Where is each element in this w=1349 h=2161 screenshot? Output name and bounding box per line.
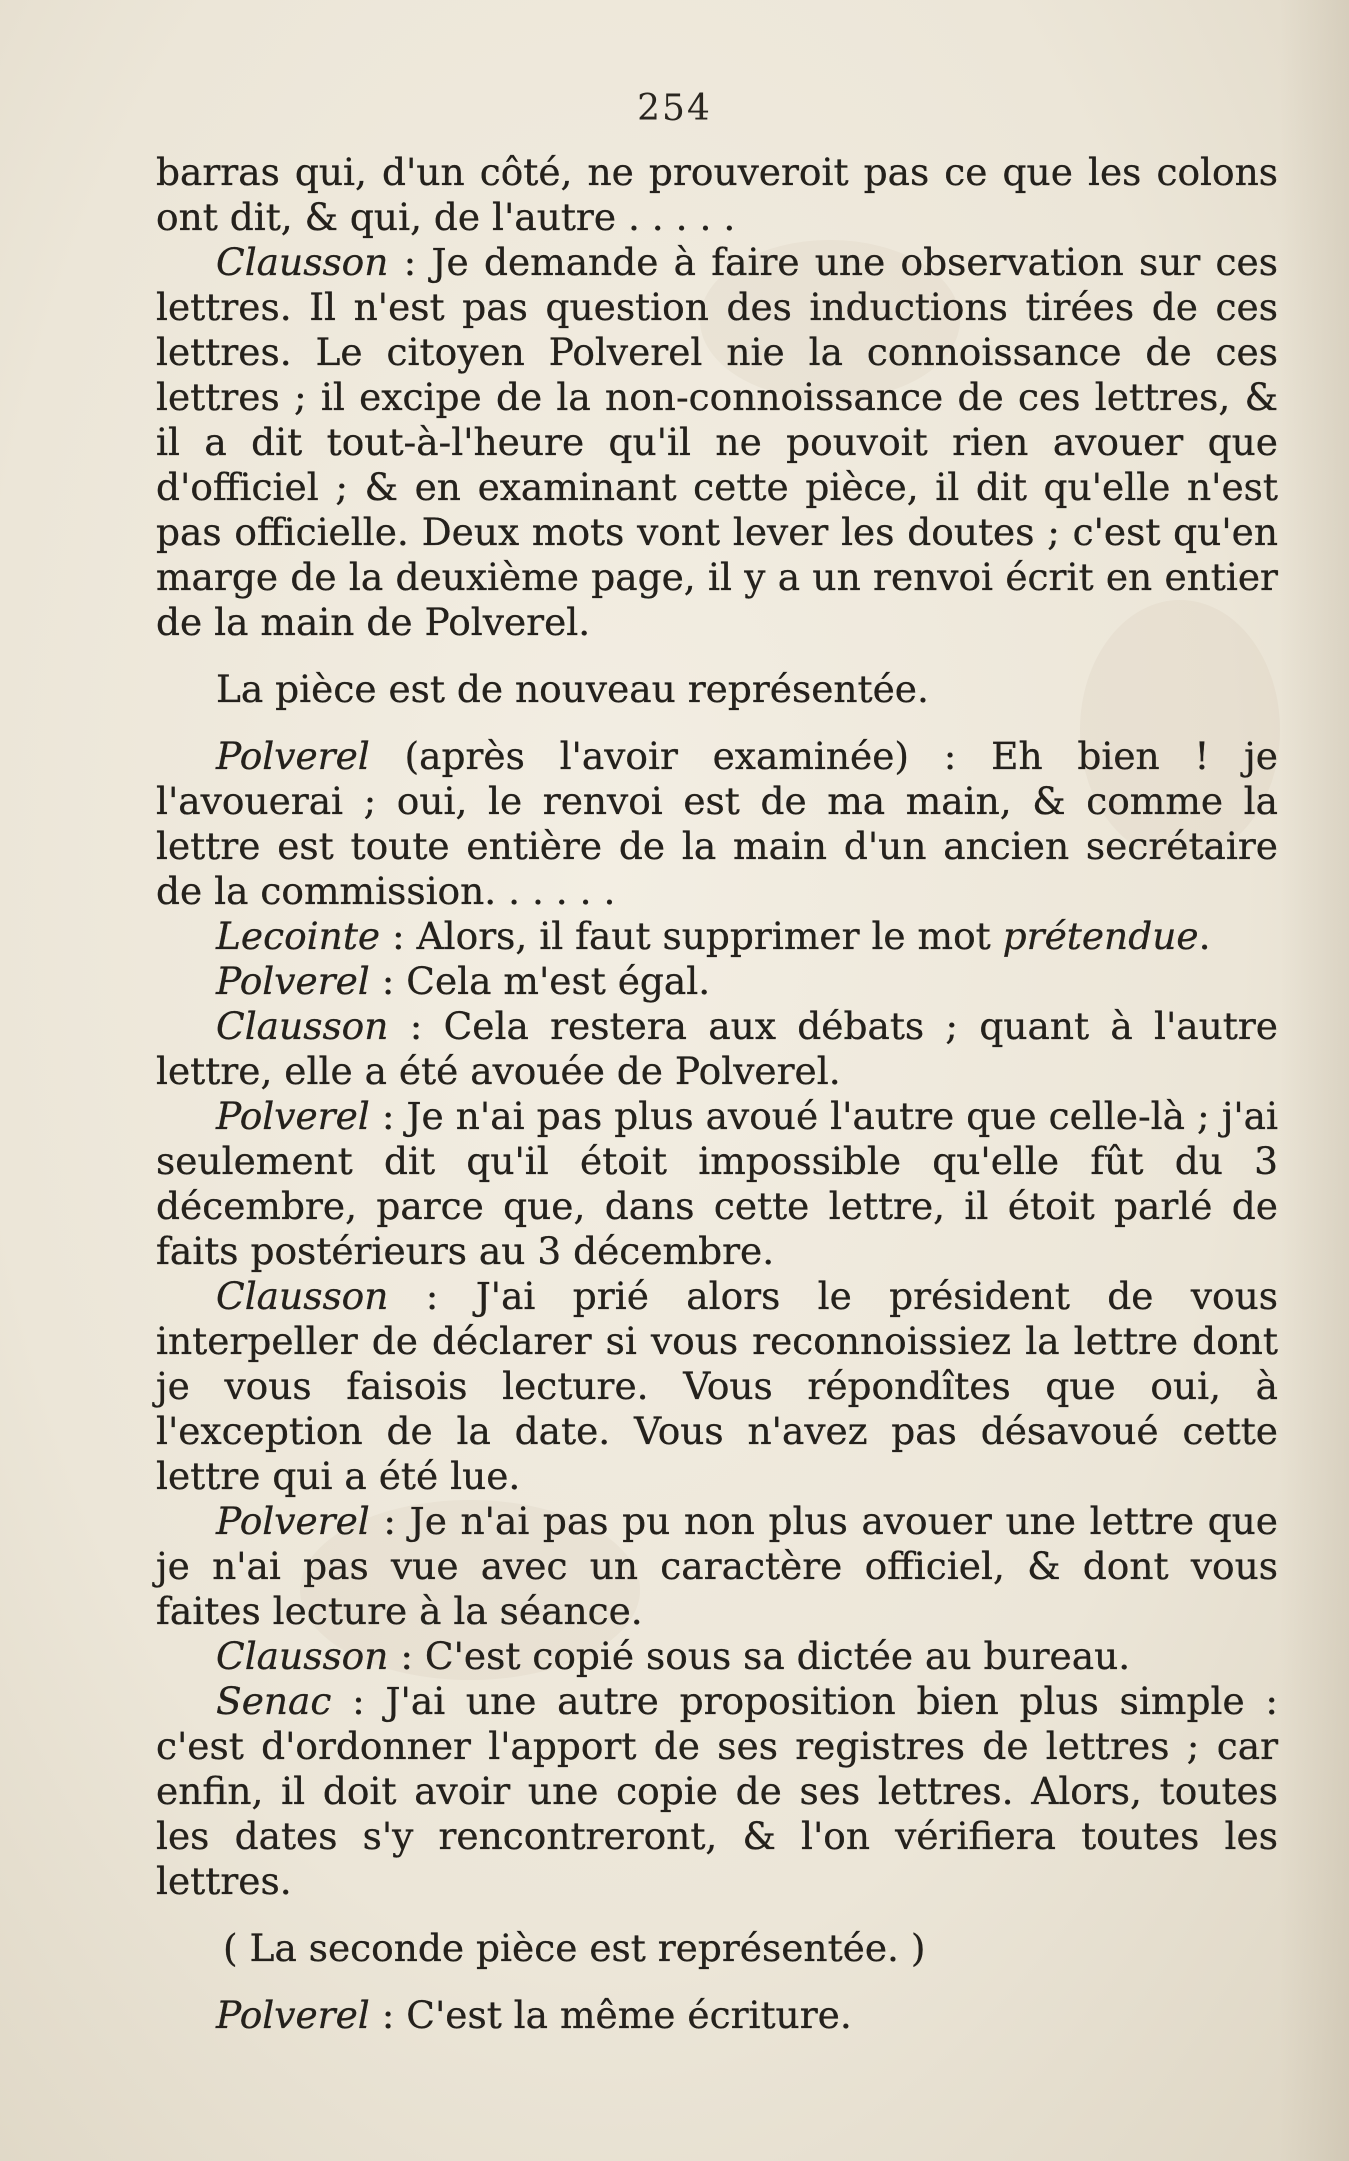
speaker-name: Polverel	[216, 734, 370, 778]
paragraph-text: : Je n'ai pas pu non plus avouer une lettre que je n'ai pas vue avec un caractère officiel, & dont vous faites lecture à la séance.	[156, 1499, 1278, 1633]
paragraph-text: : J'ai une autre proposition bien plus simple : c'est d'ordonner l'apport de ses registres de lettres ; car enfin, il doit avoir une copie de ses lettres. Alors, toutes les dates s'y rencontreront, & l'on vérifiera toutes les lettres.	[156, 1679, 1278, 1903]
page-number: 254	[637, 88, 712, 129]
speaker-name: Polverel	[216, 1094, 370, 1138]
paragraph	[156, 1004, 1278, 1094]
page-text	[156, 150, 1278, 2038]
paragraph-text: : Alors, il faut supprimer le mot	[380, 914, 1003, 958]
paragraph	[156, 1634, 1278, 1679]
paragraph-text: (après l'avoir examinée) : Eh bien ! je l'avouerai ; oui, le renvoi est de ma main, & comme la lettre est toute entière de la main d'un ancien secrétaire de la commission. . . . . .	[156, 734, 1278, 913]
paragraph	[156, 1679, 1278, 1904]
emphasized-word: prétendue	[1002, 914, 1199, 958]
paragraph	[156, 1094, 1278, 1274]
page-shadow	[1279, 0, 1349, 2161]
paragraph-text: : Je demande à faire une observation sur ces lettres. Il n'est pas question des inductions tirées de ces lettres. Le citoyen Polverel nie la connoissance de ces lettres ; il excipe de la non-connoissance de ces lettres, & il a dit tout-à-l'heure qu'il ne pouvoit rien avouer que d'officiel ; & en examinant cette pièce, il dit qu'elle n'est pas officielle. Deux mots vont lever les doutes ; c'est qu'en marge de la deuxième page, il y a un renvoi écrit en entier de la main de Polverel.	[156, 240, 1278, 644]
paragraph-text: : J'ai prié alors le président de vous interpeller de déclarer si vous reconnoissiez la lettre dont je vous faisois lecture. Vous répondîtes que oui, à l'exception de la date. Vous n'avez pas désavoué cette lettre qui a été lue.	[156, 1274, 1278, 1498]
stage-note: ( La seconde pièce est représentée. )	[223, 1926, 926, 1970]
speaker-name: Senac	[216, 1679, 332, 1723]
paragraph	[156, 914, 1278, 959]
paragraph	[156, 1499, 1278, 1634]
paragraph	[156, 240, 1278, 645]
paragraph	[156, 1274, 1278, 1499]
speaker-name: Polverel	[216, 1499, 370, 1543]
paragraph	[156, 734, 1278, 914]
paragraph-text: : Je n'ai pas plus avoué l'autre que celle-là ; j'ai seulement dit qu'il étoit impossible qu'elle fût du 3 décembre, parce que, dans cette lettre, il étoit parlé de faits postérieurs au 3 décembre.	[156, 1094, 1278, 1273]
paragraph-text: : Cela restera aux débats ; quant à l'autre lettre, elle a été avouée de Polverel.	[156, 1004, 1278, 1093]
paragraph-text: barras qui, d'un côté, ne prouveroit pas ce que les colons ont dit, & qui, de l'autre . . . . .	[156, 150, 1278, 239]
paragraph	[156, 1993, 1278, 2038]
paragraph-tail: .	[1198, 914, 1211, 958]
stage-note: La pièce est de nouveau représentée.	[216, 667, 929, 711]
paragraph-text: : C'est la même écriture.	[369, 1993, 852, 2037]
speaker-name: Clausson	[216, 1634, 389, 1678]
paragraph-text: : Cela m'est égal.	[369, 959, 711, 1003]
speaker-name: Clausson	[216, 1274, 389, 1318]
speaker-name: Clausson	[216, 1004, 389, 1048]
speaker-name: Polverel	[216, 959, 370, 1003]
paragraph	[156, 150, 1278, 240]
paragraph-text: : C'est copié sous sa dictée au bureau.	[388, 1634, 1131, 1678]
speaker-name: Clausson	[216, 240, 389, 284]
paragraph	[156, 959, 1278, 1004]
speaker-name: Polverel	[216, 1993, 370, 2037]
speaker-name: Lecointe	[216, 914, 381, 958]
